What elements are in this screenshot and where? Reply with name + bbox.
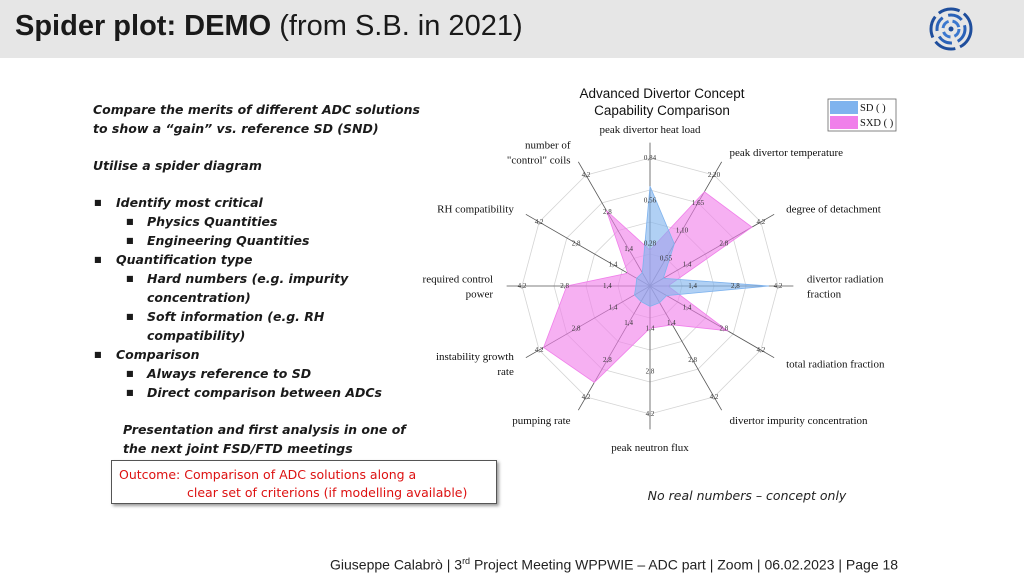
tick-label-2-2: 4,2	[756, 218, 766, 226]
bullet-hard-numbers: ■ Hard numbers (e.g. impurity concentration)	[93, 269, 423, 307]
bullet-direct-comparison: ■ Direct comparison between ADCs	[93, 383, 423, 402]
chart-title-line-2: Capability Comparison	[594, 103, 730, 118]
chart-title-line-1: Advanced Divertor Concept	[579, 86, 745, 101]
tick-label-1-1: 1,10	[675, 226, 689, 235]
axis-label-3-1: fraction	[806, 288, 842, 301]
legend-sxd-label: SXD ( )	[860, 118, 894, 129]
tick-label-6-1: 2,8	[645, 367, 655, 376]
footer	[330, 556, 898, 573]
tick-label-4-2: 4,2	[756, 346, 766, 354]
concept-note: No real numbers – concept only	[647, 488, 847, 503]
axis-label-3-0: divertor radiation	[806, 273, 884, 286]
axis-label-9-1: power	[465, 288, 494, 301]
footer-sup: rd	[462, 556, 471, 566]
tick-label-1-3: 2,20	[707, 171, 721, 180]
bullet-physics: ■ Physics Quantities	[93, 212, 423, 231]
axis-label-4-0: total radiation fraction	[786, 358, 885, 371]
presentation-text: Presentation and first analysis in one of the next joint FSD/FTD meetings	[123, 422, 406, 456]
tick-label-11-1: 2,8	[602, 208, 612, 217]
axis-label-5-0: divertor impurity concentration	[729, 415, 868, 428]
tick-label-6-0: 1,4	[645, 324, 655, 333]
axis-label-9-0: required control	[422, 273, 494, 286]
title-rest: (from S.B. in 2021)	[279, 10, 523, 42]
tick-label-0-0: 0,28	[643, 239, 657, 248]
footer-pre: Giuseppe Calabrò | 3	[330, 556, 463, 573]
bullet-comparison: ■ Comparison	[93, 345, 423, 364]
tick-label-9-2: 4,2	[517, 282, 527, 290]
axis-label-8-1: rate	[497, 365, 514, 378]
tick-label-6-2: 4,2	[645, 410, 655, 418]
axis-label-10-0: RH compatibility	[437, 203, 514, 216]
bullet-always-sd: ■ Always reference to SD	[93, 364, 423, 383]
tick-label-11-2: 4,2	[581, 171, 591, 180]
spider-chart	[400, 80, 920, 520]
tick-label-10-2: 4,2	[534, 218, 544, 226]
bullet-quantification: ■ Quantification type	[93, 250, 423, 269]
axis-label-6-0: peak neutron flux	[611, 441, 689, 454]
tick-label-8-0: 1,4	[608, 303, 618, 312]
axis-label-11-0: number of	[525, 139, 571, 152]
tick-label-8-1: 2,8	[571, 324, 581, 333]
tick-label-5-2: 4,2	[709, 392, 719, 401]
tick-label-4-1: 2,8	[719, 324, 729, 333]
outcome-line-1: Outcome: Comparison of ADC solutions along a	[119, 467, 417, 482]
utilise-text: Utilise a spider diagram	[93, 158, 262, 173]
chart-legend	[828, 99, 896, 131]
bullet-identify: ■ Identify most critical	[93, 193, 423, 212]
tick-label-0-1: 0,56	[643, 196, 657, 205]
tick-label-5-0: 1,4	[666, 318, 676, 327]
intro-text: Compare the merits of different ADC solutions to show a “gain” vs. reference SD (SND)	[93, 102, 420, 136]
tick-label-1-2: 1,65	[691, 198, 705, 207]
tick-label-8-2: 4,2	[534, 346, 544, 354]
tick-label-7-1: 2,8	[602, 355, 612, 364]
tick-label-1-0: 0,55	[659, 254, 673, 263]
tick-label-10-0: 1,4	[608, 260, 618, 269]
tick-label-3-0: 1,4	[688, 282, 698, 290]
legend-sd-swatch	[830, 101, 858, 114]
axis-label-1-0: peak divertor temperature	[729, 146, 844, 159]
tick-label-9-0: 1,4	[602, 282, 612, 290]
footer-post: Project Meeting WPPWIE – ADC part | Zoom | 06.02.2023 | Page 18	[470, 556, 899, 573]
tick-label-7-0: 1,4	[624, 318, 634, 327]
outcome-line-2: clear set of criterions (if modelling available)	[187, 485, 468, 500]
tick-label-5-1: 2,8	[688, 355, 698, 364]
slide-title	[15, 10, 523, 43]
tick-label-4-0: 1,4	[682, 303, 692, 312]
eurofusion-logo-icon	[927, 6, 975, 52]
axis-label-7-0: pumping rate	[512, 415, 571, 428]
tick-label-9-1: 2,8	[560, 282, 570, 290]
tick-label-10-1: 2,8	[571, 239, 581, 248]
axis-label-2-0: degree of detachment	[786, 203, 881, 216]
title-bar	[0, 0, 1024, 58]
tick-label-3-1: 2,8	[730, 282, 740, 290]
axis-label-11-1: "control" coils	[506, 154, 571, 167]
tick-label-2-0: 1,4	[682, 260, 692, 269]
bullet-soft-info: ■ Soft information (e.g. RH compatibility)	[93, 307, 423, 345]
axis-label-8-0: instability growth	[435, 350, 514, 363]
legend-sxd-swatch	[830, 116, 858, 129]
tick-label-11-0: 1,4	[624, 245, 634, 254]
axis-label-0-0: peak divertor heat load	[599, 124, 701, 137]
legend-sd-label: SD ( )	[860, 103, 886, 114]
tick-label-2-1: 2,8	[719, 239, 729, 248]
left-text-block	[93, 100, 423, 458]
tick-label-3-2: 4,2	[773, 282, 783, 290]
title-bold: Spider plot: DEMO	[15, 10, 272, 42]
bullet-engineering: ■ Engineering Quantities	[93, 231, 423, 250]
tick-label-7-2: 4,2	[581, 392, 591, 401]
tick-label-0-2: 0,84	[643, 154, 657, 162]
